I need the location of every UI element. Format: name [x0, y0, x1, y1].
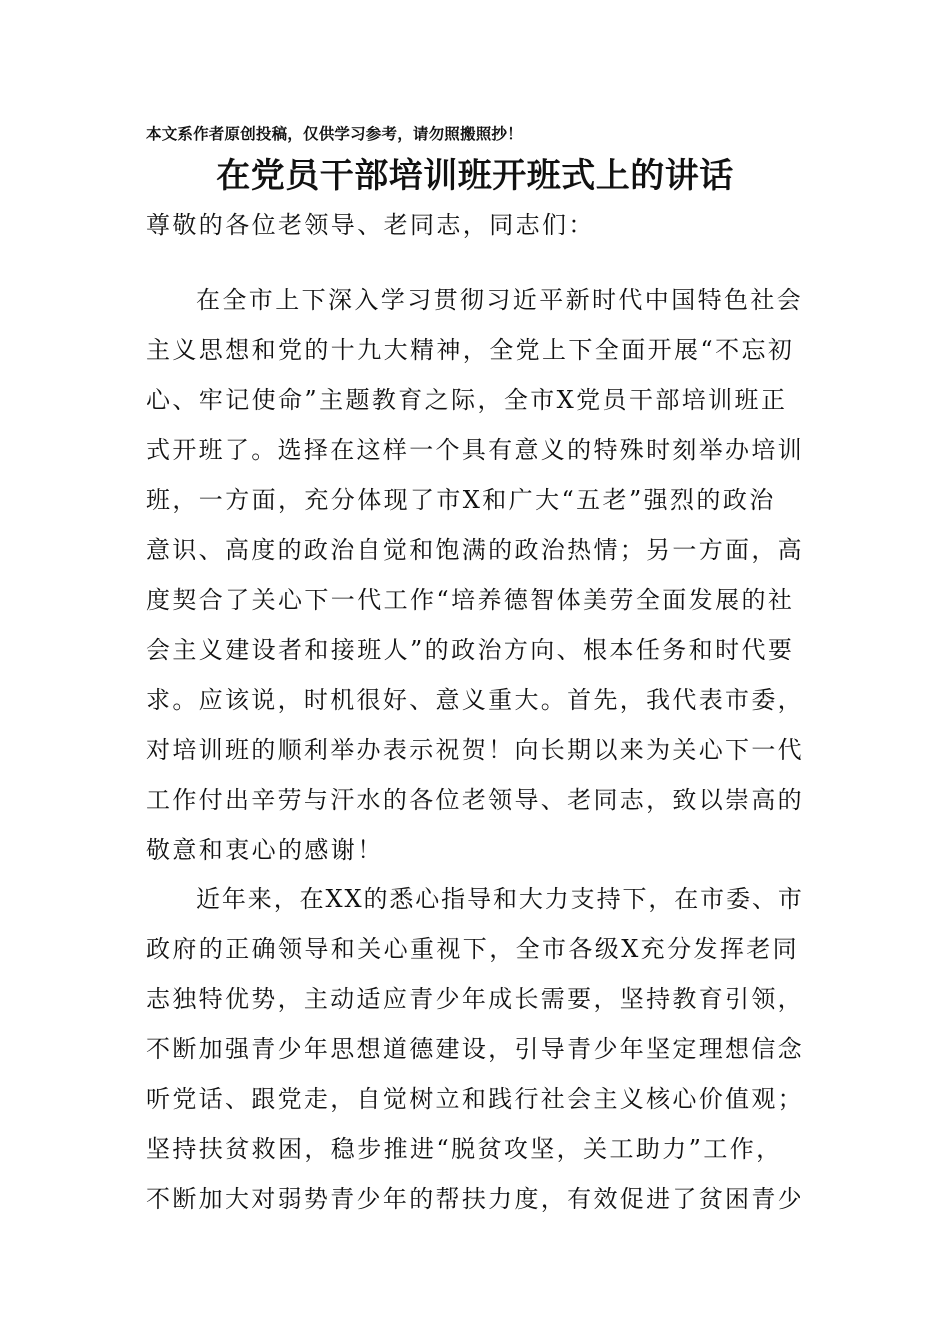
- salutation: 尊敬的各位老领导、老同志，同志们：: [146, 211, 595, 239]
- paragraph-line: 求。应该说，时机很好、意义重大。首先，我代表市委，: [146, 686, 804, 714]
- paragraph-line: 式开班了。选择在这样一个具有意义的特殊时刻举办培训: [146, 436, 804, 464]
- paragraph-line: 主义思想和党的十九大精神，全党上下全面开展“不忘初: [146, 336, 795, 364]
- paragraph-line: 不断加大对弱势青少年的帮扶力度，有效促进了贫困青少: [146, 1185, 804, 1213]
- paragraph-line: 坚持扶贫救困，稳步推进“脱贫攻坚，关工助力”工作，: [146, 1135, 783, 1163]
- paragraph-line: 班，一方面，充分体现了市X和广大“五老”强烈的政治: [146, 486, 776, 514]
- copyright-notice: 本文系作者原创投稿，仅供学习参考，请勿照搬照抄！: [146, 124, 523, 143]
- paragraph-line: 听党话、跟党走，自觉树立和践行社会主义核心价值观；: [146, 1085, 804, 1113]
- paragraph-line: 志独特优势，主动适应青少年成长需要，坚持教育引领，: [146, 985, 804, 1013]
- paragraph-line: 政府的正确领导和关心重视下，全市各级X充分发挥老同: [146, 935, 800, 963]
- paragraph-line: 度契合了关心下一代工作“培养德智体美劳全面发展的社: [146, 586, 795, 614]
- paragraph-line: 近年来，在XX的悉心指导和大力支持下，在市委、市: [196, 885, 804, 913]
- paragraph-line: 工作付出辛劳与汗水的各位老领导、老同志，致以崇高的: [146, 786, 804, 814]
- paragraph-line: 敬意和衷心的感谢！: [146, 836, 384, 864]
- paragraph-line: 对培训班的顺利举办表示祝贺！向长期以来为关心下一代: [146, 736, 804, 764]
- paragraph-line: 意识、高度的政治自觉和饱满的政治热情；另一方面，高: [146, 536, 804, 564]
- paragraph-line: 心、牢记使命”主题教育之际，全市X党员干部培训班正: [146, 386, 788, 414]
- page-title: 在党员干部培训班开班式上的讲话: [216, 156, 734, 196]
- paragraph-line: 会主义建设者和接班人”的政治方向、根本任务和时代要: [146, 636, 795, 664]
- paragraph-line: 在全市上下深入学习贯彻习近平新时代中国特色社会: [196, 286, 804, 314]
- paragraph-line: 不断加强青少年思想道德建设，引导青少年坚定理想信念: [146, 1035, 804, 1063]
